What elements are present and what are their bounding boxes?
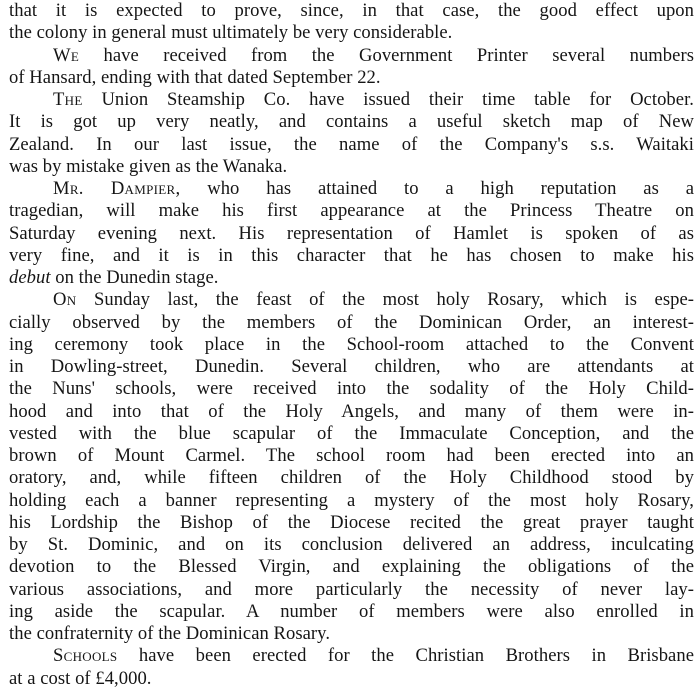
text-line: devotion to the Blessed Virgin, and explaining the obligations of the (9, 556, 694, 578)
text-line: that it is expected to prove, since, in that case, the good effect upon (9, 0, 694, 21)
paragraph-rosary (9, 289, 694, 645)
text-line: very fine, and it is in this character that he has chosen to make his (9, 244, 694, 266)
text-segment: who has attained to a high reputation as a (180, 178, 695, 199)
text-line: was by mistake given as the Wanaka. (9, 155, 288, 177)
text-line: of Hansard, ending with that dated September 22. (9, 66, 381, 88)
text-line (9, 178, 694, 200)
text-line: at a cost of £4,000. (9, 667, 152, 689)
text-line: holding each a banner representing a mystery of the most holy Rosary, (9, 489, 694, 511)
text-line: the colony in general must ultimately be very considerable. (9, 22, 453, 44)
paragraph-union-steamship (9, 89, 694, 178)
text-line (9, 45, 694, 67)
text-line (9, 645, 694, 667)
text-line: ing ceremony took place in the School-room attached to the Convent (9, 333, 694, 355)
newspaper-column (9, 0, 694, 690)
text-line (9, 89, 694, 111)
text-line: tragedian, will make his first appearance at the Princess Theatre on (9, 200, 694, 222)
paragraph-dampier (9, 178, 694, 289)
text-line (9, 267, 694, 289)
text-segment: Union Steamship Co. have issued their time table for October. (82, 89, 694, 110)
paragraph-schools (9, 645, 694, 690)
text-line: the Nuns' schools, were received into the sodality of the Holy Child- (9, 378, 694, 400)
paragraph-lead: Mr. Dampier, (53, 178, 181, 199)
text-line: his Lordship the Bishop of the Diocese recited the great prayer taught (9, 511, 694, 533)
text-line: brown of Mount Carmel. The school room had been erected into an (9, 445, 694, 466)
text-line: ing aside the scapular. A number of members were also enrolled in (9, 600, 694, 622)
text-segment: Sunday last, the feast of the most holy Rosary, which is espe- (76, 289, 694, 311)
text-line: It is got up very neatly, and contains a useful sketch map of New (9, 111, 694, 133)
text-line: cially observed by the members of the Dominican Order, an interest- (9, 311, 694, 333)
text-line: in Dowling-street, Dunedin. Several children, who are attendants at (9, 356, 694, 377)
paragraph-lead: We (53, 44, 80, 66)
text-line: Zealand. In our last issue, the name of the Company's s.s. Waitaki (9, 133, 694, 155)
text-segment: on the Dunedin stage. (50, 267, 219, 288)
text-line: Saturday evening next. His representation of Hamlet is spoken of as (9, 222, 694, 244)
text-line (9, 289, 694, 311)
text-line: vested with the blue scapular of the Immaculate Conception, and the (9, 422, 694, 444)
paragraph-lead: Schools (53, 645, 118, 667)
text-line: oratory, and, while fifteen children of the Holy Childhood stood by (9, 467, 694, 489)
paragraph-lead: On (53, 289, 77, 311)
text-segment: have been erected for the Christian Brothers in Brisbane (117, 645, 694, 667)
paragraph-lead: The (53, 89, 83, 110)
italic-debut: debut (9, 267, 51, 288)
text-line: by St. Dominic, and on its conclusion delivered an address, inculcating (9, 534, 694, 555)
paragraph-continuation (9, 0, 694, 45)
text-line: the confraternity of the Dominican Rosary. (9, 623, 331, 644)
paragraph-hansard (9, 45, 694, 90)
text-segment: have received from the Government Printer several numbers (79, 44, 694, 66)
text-line: various associations, and more particularly the necessity of never lay- (9, 578, 694, 600)
text-line: hood and into that of the Holy Angels, and many of them were in- (9, 400, 694, 422)
